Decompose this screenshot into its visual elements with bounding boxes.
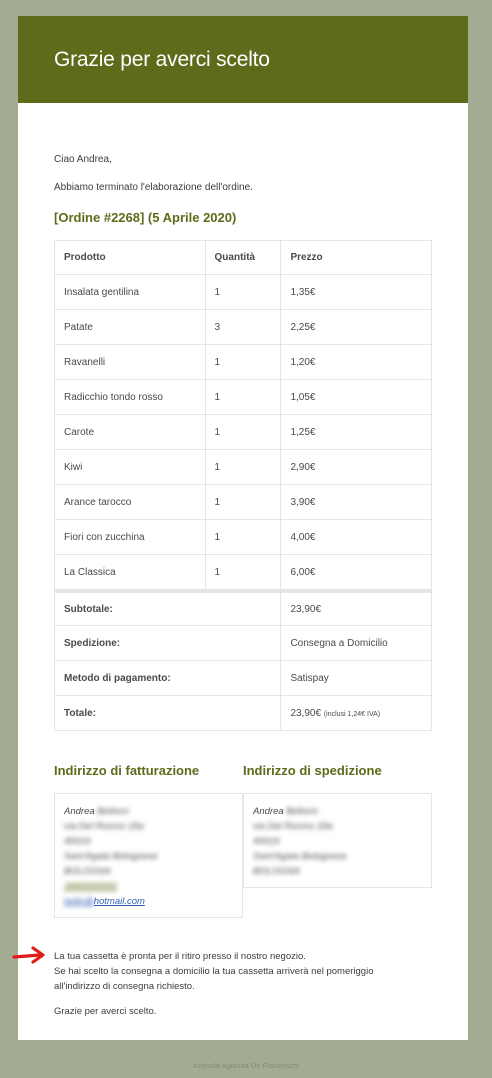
totals-value: 23,90€ bbox=[281, 591, 432, 626]
table-row bbox=[55, 485, 432, 520]
product-price: 6,00€ bbox=[281, 555, 432, 592]
red-arrow-icon bbox=[12, 944, 48, 966]
order-title: [Ordine #2268] (5 Aprile 2020) bbox=[54, 210, 237, 225]
thanks-text: Grazie per averci scelto. bbox=[54, 1006, 157, 1017]
totals-value bbox=[281, 696, 432, 731]
product-price: 3,90€ bbox=[281, 485, 432, 520]
totals-label: Totale: bbox=[55, 696, 281, 731]
column-header-product: Prodotto bbox=[55, 241, 206, 275]
product-name: Insalata gentilina bbox=[55, 275, 206, 310]
product-price: 1,35€ bbox=[281, 275, 432, 310]
product-name: Ravanelli bbox=[55, 345, 206, 380]
pickup-note-line1: La tua cassetta è pronta per il ritiro presso il nostro negozio. bbox=[54, 951, 306, 962]
email-header bbox=[18, 16, 468, 103]
product-price: 1,20€ bbox=[281, 345, 432, 380]
billing-address-title: Indirizzo di fatturazione bbox=[54, 763, 200, 778]
product-name: La Classica bbox=[55, 555, 206, 592]
order-table bbox=[54, 240, 432, 731]
product-name: Patate bbox=[55, 310, 206, 345]
table-row bbox=[55, 450, 432, 485]
shipping-surname: Bellomi bbox=[286, 806, 318, 817]
billing-cap: 40019 bbox=[64, 836, 91, 847]
greeting: Ciao Andrea, bbox=[54, 154, 112, 165]
totals-label: Spedizione: bbox=[55, 626, 281, 661]
product-name: Fiori con zucchina bbox=[55, 520, 206, 555]
table-row bbox=[55, 555, 432, 592]
table-header-row bbox=[55, 241, 432, 275]
product-price: 2,90€ bbox=[281, 450, 432, 485]
product-qty: 1 bbox=[205, 415, 281, 450]
subtotal-row bbox=[55, 591, 432, 626]
email-title: Grazie per averci scelto bbox=[54, 48, 270, 71]
product-qty: 1 bbox=[205, 450, 281, 485]
total-amount: 23,90€ bbox=[290, 707, 322, 719]
table-row bbox=[55, 415, 432, 450]
product-qty: 3 bbox=[205, 310, 281, 345]
table-row bbox=[55, 380, 432, 415]
shipping-province: BOLOGNA bbox=[253, 866, 300, 877]
product-name: Carote bbox=[55, 415, 206, 450]
shipping-address-box bbox=[243, 793, 432, 888]
pickup-note bbox=[54, 949, 432, 994]
billing-address-box bbox=[54, 793, 243, 918]
table-row bbox=[55, 345, 432, 380]
billing-email-link[interactable]: bello@hotmail.com bbox=[64, 896, 145, 907]
billing-city: Sant'Agata Bolognese bbox=[64, 851, 158, 862]
shipping-name: Andrea bbox=[253, 806, 284, 817]
product-qty: 1 bbox=[205, 380, 281, 415]
product-price: 4,00€ bbox=[281, 520, 432, 555]
table-row bbox=[55, 275, 432, 310]
totals-value: Satispay bbox=[281, 661, 432, 696]
totals-label: Metodo di pagamento: bbox=[55, 661, 281, 696]
product-qty: 1 bbox=[205, 345, 281, 380]
shipping-cap: 40019 bbox=[253, 836, 280, 847]
column-header-price: Prezzo bbox=[281, 241, 432, 275]
product-qty: 1 bbox=[205, 555, 281, 592]
product-qty: 1 bbox=[205, 520, 281, 555]
total-row bbox=[55, 696, 432, 731]
product-name: Arance tarocco bbox=[55, 485, 206, 520]
shipping-city: Sant'Agata Bolognese bbox=[253, 851, 347, 862]
footer-company: Azienda Agricola De Franceschi bbox=[192, 1061, 300, 1070]
totals-label: Subtotale: bbox=[55, 591, 281, 626]
product-qty: 1 bbox=[205, 275, 281, 310]
intro-text: Abbiamo terminato l'elaborazione dell'ordine. bbox=[54, 182, 253, 193]
shipping-street: via Del Rocino 18a bbox=[253, 821, 333, 832]
vat-note: (inclusi 1,24€ IVA) bbox=[323, 710, 381, 718]
email-card bbox=[18, 16, 468, 1040]
shipping-row bbox=[55, 626, 432, 661]
table-row bbox=[55, 520, 432, 555]
pickup-note-line2: Se hai scelto la consegna a domicilio la tua cassetta arriverà nel pomeriggio bbox=[54, 966, 374, 977]
shipping-address-title: Indirizzo di spedizione bbox=[243, 763, 382, 778]
product-name: Radicchio tondo rosso bbox=[55, 380, 206, 415]
table-row bbox=[55, 310, 432, 345]
product-price: 1,05€ bbox=[281, 380, 432, 415]
product-qty: 1 bbox=[205, 485, 281, 520]
totals-value: Consegna a Domicilio bbox=[281, 626, 432, 661]
billing-province: BOLOGNA bbox=[64, 866, 111, 877]
billing-name: Andrea bbox=[64, 806, 95, 817]
payment-row bbox=[55, 661, 432, 696]
product-name: Kiwi bbox=[55, 450, 206, 485]
pickup-note-line3: all'indirizzo di consegna richiesto. bbox=[54, 981, 195, 992]
billing-phone-link[interactable]: 3480000000 bbox=[64, 881, 117, 892]
product-price: 2,25€ bbox=[281, 310, 432, 345]
column-header-quantity: Quantità bbox=[205, 241, 281, 275]
billing-surname: Bellomi bbox=[97, 806, 129, 817]
product-price: 1,25€ bbox=[281, 415, 432, 450]
billing-street: via Del Rocino 18a bbox=[64, 821, 144, 832]
